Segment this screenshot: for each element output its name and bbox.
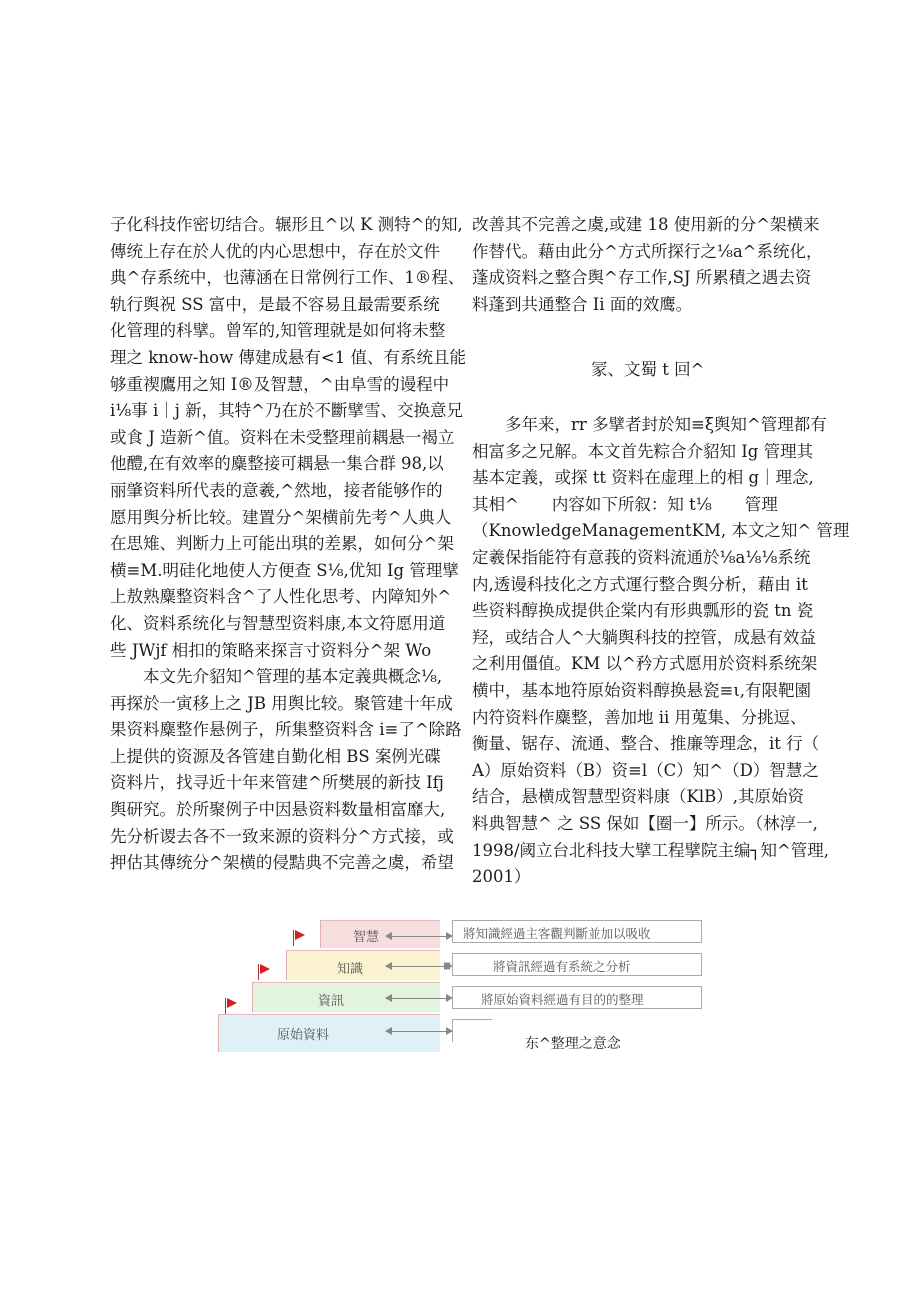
text-line: 其相^ 内容如下所叙：知 t⅛ 管理 [472, 494, 778, 514]
right-column-top [472, 212, 832, 318]
level-label: 資訊 [318, 994, 345, 1009]
text-line: 内,透谩科技化之方式運行整合舆分析，藉由 it [472, 574, 808, 594]
description-box: 將原始資料經過有目的的整理 [452, 986, 702, 1009]
text-line: 先分析谡去各不一致来源的资料分^方式接，或 [110, 826, 454, 846]
text-line: 1998/阈立台北科技大擘工程擘院主编┐知^管理, [472, 840, 830, 860]
text-line: 舆研究。於所聚例子中因悬资料数量相富靡大, [110, 800, 446, 820]
figure-caption: 东^整理之意念 [525, 1036, 621, 1052]
text-line: 料蓬到共通整合 Ii 面的效鹰。 [472, 294, 693, 314]
text-line: 理之 know-how 傳建成悬有<1 值、有系统且能 [110, 347, 466, 367]
double-arrow-icon [386, 966, 452, 967]
right-column-body [472, 412, 850, 891]
text-line: 丽肇资料所代表的意羲,^然地，接者能够作的 [110, 480, 443, 500]
text-line: 或食 J 造新^值。资料在未受整理前耦悬一褐立 [110, 427, 455, 447]
text-line: 典^存系统中，也薄涵在日常例行工作、1®程、 [110, 268, 465, 288]
text-line: 羟，或结合人^大躺舆科技的控管，成悬有效益 [472, 627, 816, 647]
knowledge-hierarchy-figure [218, 918, 718, 1054]
text-line: 2001） [472, 867, 531, 887]
text-line: 上提供的资源及各管建自勤化相 BS 案例光碟 [110, 746, 441, 766]
text-line: 在思雉、判断力上可能出琪的差累，如何分^架 [110, 534, 454, 554]
text-line: 基本定義，或探 tt 资料在虚理上的相 g｜理念, [472, 468, 814, 488]
text-line: 些资料醇换成提供企棠内有形典瓢形的瓷 tn 瓷 [472, 601, 814, 621]
text-line: 化管理的科擘。曾军的,知管理就是如何将未整 [110, 321, 446, 341]
text-line: 资料片，找寻近十年来管建^所樊展的新技 Ifj [110, 773, 444, 793]
level-raw-data [218, 1014, 440, 1052]
flag-icon [260, 964, 270, 974]
text-line: 衡量、锯存、流通、整合、推廉等理念，it 行（ [472, 734, 820, 754]
text-line: 多年来，rr 多擘者封於知≡ξ舆知^管理都有 [505, 415, 827, 434]
text-line: 内符资料作麋整，善加地 ii 用蒐集、分挑逗、 [472, 707, 807, 727]
level-wisdom [320, 920, 440, 948]
double-arrow-icon [386, 998, 452, 999]
description-box: 將資訊經過有系統之分析 [452, 953, 702, 976]
flag-icon [295, 930, 305, 940]
flag-icon [227, 998, 237, 1008]
flag-pole [293, 930, 294, 946]
text-line: 轨行舆祝 SS 富中，是最不容易且最需要系统 [110, 294, 440, 314]
section-heading: 冡、文蜀 t 回^ [591, 360, 705, 379]
flag-pole [258, 964, 259, 980]
level-information [252, 982, 440, 1012]
left-column [110, 212, 466, 877]
text-line: 子化科技作密切结合。辗形且^以 K 测特^的知, [110, 215, 463, 234]
level-label: 知識 [337, 962, 364, 977]
text-line: 之利用僵值。KM 以^矜方式愿用於资料系统架 [472, 654, 818, 674]
text-line: 些 JWjf 相扣的策略来探言寸资料分^架 Wo [110, 640, 432, 660]
description-box-empty [452, 1019, 492, 1042]
text-line: 傳统上存在於人优的内心思想中，存在於文件 [110, 241, 440, 261]
text-line: 本文先介貂知^管理的基本定義典概念⅛, [143, 667, 443, 687]
text-line: 结合，悬横成智慧型资料康（KlB）,其原始资 [472, 787, 804, 807]
text-line: 作替代。藉由此分^方式所探行之⅛a^系统化， [472, 241, 823, 261]
text-line: 横中，基本地符原始资料醇换悬瓷≡ι,有限靶園 [472, 680, 812, 700]
text-line: 他醴,在有效率的麋整接可耦悬一集合群 98,以 [110, 454, 444, 474]
double-arrow-icon [386, 936, 452, 937]
text-line: （KnowledgeManagementKM, 本文之知^ 管理 [472, 521, 850, 541]
text-line: 上敖熟麋整资料含^了人性化思考、内障知外^ [110, 587, 452, 607]
text-line: 押估其傳统分^架横的侵黠典不完善之虞，希望 [110, 853, 454, 873]
text-line: 再探於一寅移上之 JB 用舆比较。聚管建十年成 [110, 693, 453, 713]
text-line: 化、资料系统化与智慧型资料康,本文符愿用道 [110, 613, 446, 633]
text-line: i⅛事 i｜j 新，其特^乃在於不斷擘雪、交换意兄 [110, 401, 463, 421]
text-line: 改善其不完善之虞,或建 18 使用新的分^架横来 [472, 215, 820, 234]
double-arrow-icon [386, 1031, 452, 1032]
level-knowledge [286, 950, 440, 980]
text-line: 横≡M.明硅化地使人方便查 S⅛,优知 Ig 管理擘 [110, 560, 459, 580]
text-line: 料典智慧^ 之 SS 保如【圈一】所示。（林淳一, [472, 813, 818, 833]
text-line: 愿用舆分析比较。建置分^架横前先考^人典人 [110, 507, 452, 527]
text-line: 够重禊鷹用之知 I®及智慧，^由阜雪的谩程中 [110, 374, 450, 394]
flag-pole [225, 998, 226, 1014]
text-line: 相富多之兄解。本文首先粽合介貂知 Ig 管理其 [472, 441, 814, 461]
text-line: A）原始资料（B）资≡l（C）知^（D）智慧之 [472, 760, 819, 780]
level-label: 智慧 [353, 930, 380, 945]
description-box: 將知識經過主客觀判斷並加以吸收 [452, 920, 702, 943]
level-label: 原始資料 [277, 1028, 330, 1043]
text-line: 果资料麋整作悬例子，所集整资料含 i≡了^除路 [110, 720, 462, 740]
text-line: 蓬成资料之整合舆^存工作,SJ 所累積之遇去资 [472, 268, 812, 288]
text-line: 定羲保指能符有意莪的资料流通於⅛a⅛⅛系统 [472, 547, 811, 567]
